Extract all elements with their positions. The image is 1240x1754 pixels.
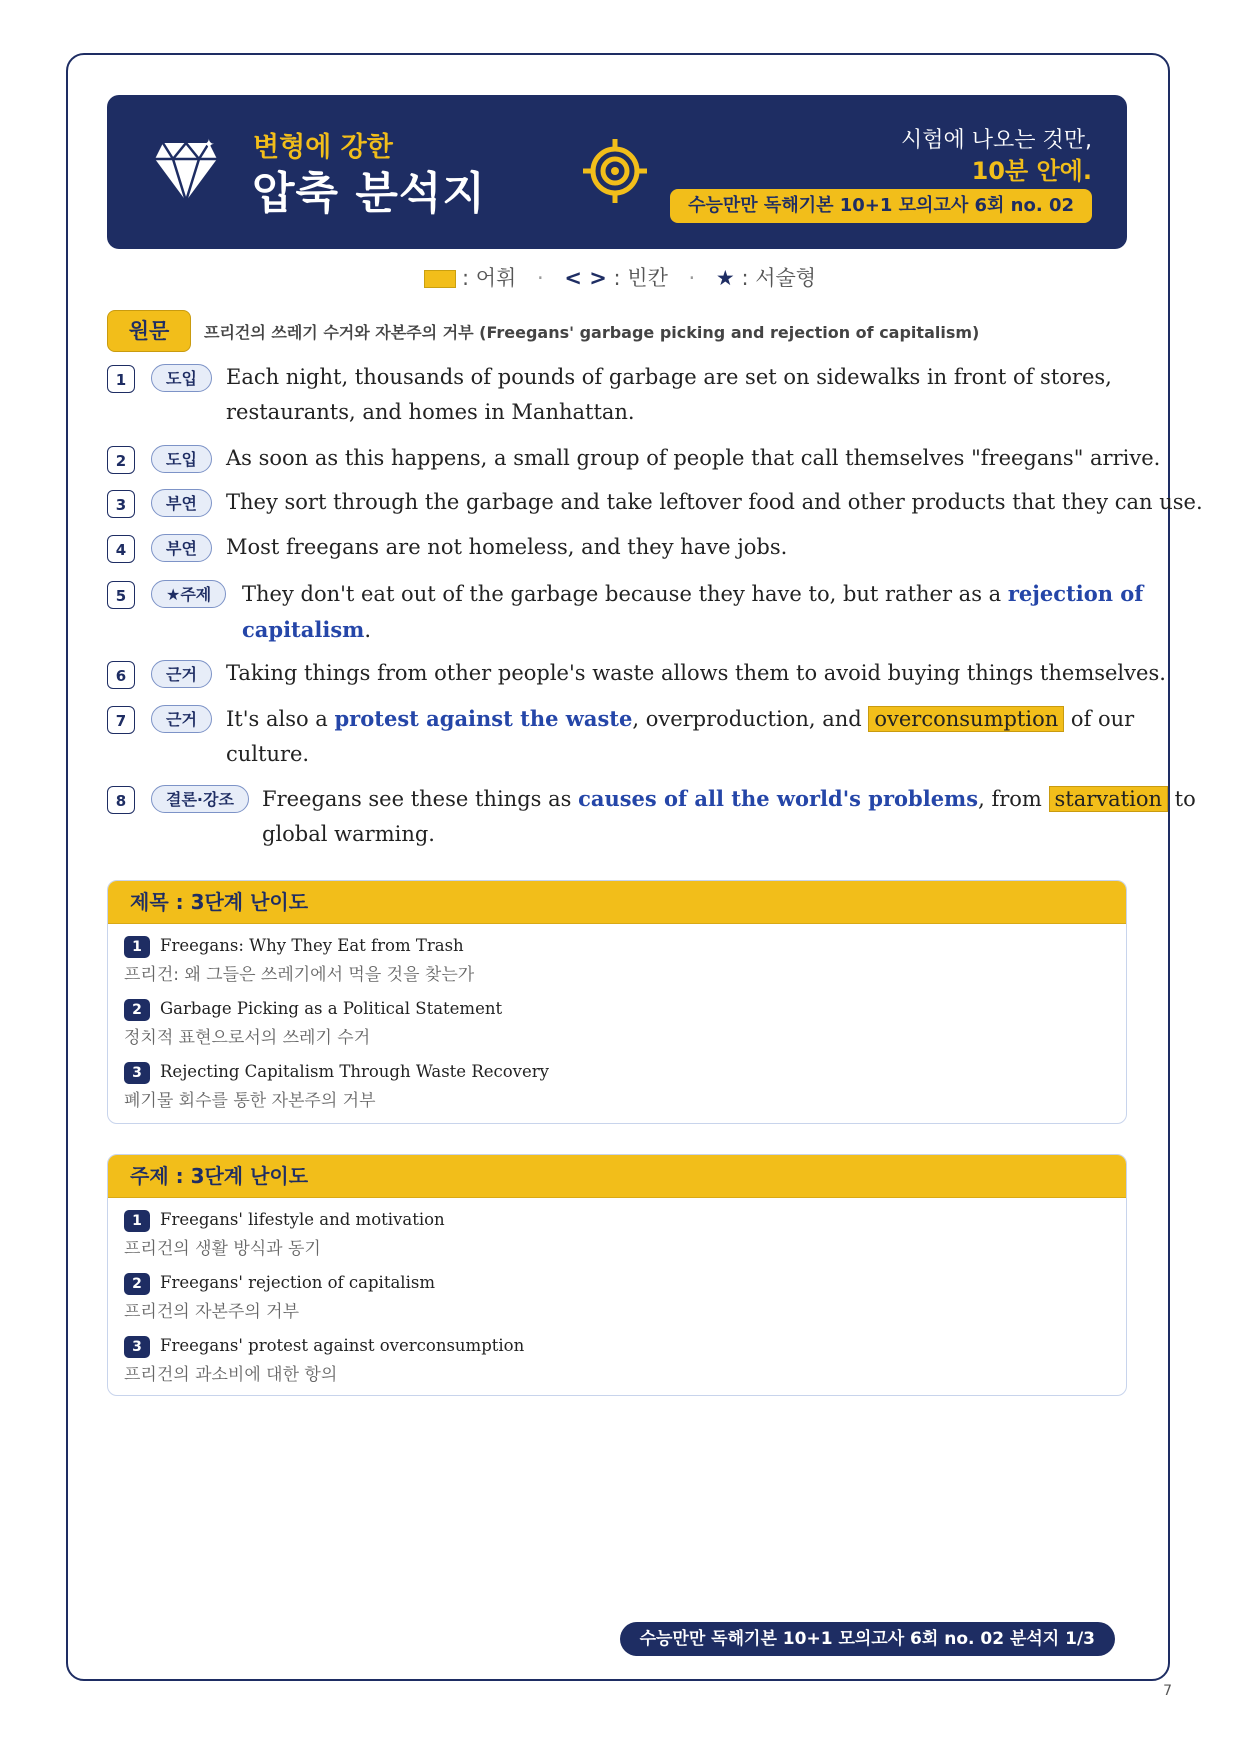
sentence-line <box>262 781 1196 817</box>
sentence-number: 5 <box>107 581 135 609</box>
option-english: Freegans' lifestyle and motivation <box>160 1210 445 1229</box>
sentence-fragment: , overproduction, and <box>632 707 869 731</box>
legend <box>0 262 1240 292</box>
sentence-role-tag: 부연 <box>151 534 212 562</box>
title-option <box>108 1062 1126 1111</box>
option-english: Garbage Picking as a Political Statement <box>160 999 503 1018</box>
header-title: 압축 분석지 <box>252 168 486 219</box>
highlight-swatch <box>424 270 456 288</box>
option-number: 1 <box>124 1210 150 1232</box>
sentence-role-tag: 결론·강조 <box>151 785 249 813</box>
legend-blank-symbol: < > <box>564 266 607 290</box>
sentence-fragment: . <box>364 618 372 642</box>
option-english: Freegans: Why They Eat from Trash <box>160 936 464 955</box>
sentence-line: restaurants, and homes in Manhattan. <box>226 400 635 424</box>
title-option <box>108 936 1126 985</box>
sentence-number: 3 <box>107 490 135 518</box>
legend-essay: : 서술형 <box>741 266 817 290</box>
sentence-fragment: They don't eat out of the garbage because they have to, but rather as a <box>242 582 1008 606</box>
footer-badge: 수능만만 독해기본 10+1 모의고사 6회 no. 02 분석지 1/3 <box>620 1622 1115 1656</box>
option-number: 2 <box>124 1273 150 1295</box>
header-badge: 수능만만 독해기본 10+1 모의고사 6회 no. 02 <box>670 189 1092 223</box>
key-phrase: rejection of <box>1007 581 1144 606</box>
topic-option <box>108 1273 1126 1322</box>
header-tagline-2: 10분 안에. <box>971 157 1092 185</box>
option-number: 3 <box>124 1062 150 1084</box>
sentence-role-tag: 도입 <box>151 445 212 473</box>
key-phrase: capitalism <box>242 617 365 642</box>
sentence-number: 2 <box>107 446 135 474</box>
title-question-heading: 제목 : 3단계 난이도 <box>108 881 1126 924</box>
sentence-fragment: of our <box>1064 707 1135 731</box>
topic-option <box>108 1336 1126 1385</box>
sentence-number: 6 <box>107 661 135 689</box>
sentence-role-tag: 도입 <box>151 364 212 392</box>
key-phrase: protest against the waste <box>334 706 633 731</box>
option-english: Freegans' rejection of capitalism <box>160 1273 435 1292</box>
sentence-number: 7 <box>107 706 135 734</box>
sentence-text <box>226 701 1134 772</box>
title-question-box <box>107 880 1127 1124</box>
key-phrase: causes of all the world's problems <box>578 786 979 811</box>
option-korean: 정치적 표현으로서의 쓰레기 수거 <box>124 1028 371 1048</box>
sentence-text <box>242 576 1143 648</box>
legend-blank: : 빈칸 <box>613 266 668 290</box>
option-korean: 프리건의 자본주의 거부 <box>124 1302 300 1322</box>
sentence-fragment: Freegans see these things as <box>262 787 579 811</box>
sentence-text: Most freegans are not homeless, and they have jobs. <box>226 535 788 559</box>
sentence-text: Taking things from other people's waste allows them to avoid buying things themselves. <box>226 661 1166 685</box>
option-korean: 프리건의 과소비에 대한 항의 <box>124 1365 338 1385</box>
legend-vocab: : 어휘 <box>461 266 517 290</box>
header-banner <box>107 95 1127 249</box>
sentence-fragment: , from <box>978 787 1049 811</box>
sentence-role-tag: ★주제 <box>151 580 226 608</box>
option-korean: 프리건: 왜 그들은 쓰레기에서 먹을 것을 찾는가 <box>124 965 475 985</box>
sentence-line <box>242 576 1143 612</box>
vocab-highlight: overconsumption <box>868 706 1064 732</box>
sentence-text: They sort through the garbage and take leftover food and other products that they can use. <box>226 490 1203 514</box>
option-korean: 폐기물 회수를 통한 자본주의 거부 <box>124 1091 376 1111</box>
sentence-line <box>242 612 1143 648</box>
sentence-line: global warming. <box>262 822 435 846</box>
sentence-role-tag: 부연 <box>151 489 212 517</box>
option-number: 1 <box>124 936 150 958</box>
option-english: Freegans' protest against overconsumption <box>160 1336 525 1355</box>
sentence-number: 8 <box>107 786 135 814</box>
topic-option <box>108 1210 1126 1259</box>
star-icon: ★ <box>715 266 735 290</box>
sentence-fragment: It's also a <box>226 707 335 731</box>
sentence-line <box>226 701 1134 737</box>
sentence-number: 1 <box>107 365 135 393</box>
legend-separator: · <box>536 266 544 290</box>
topic-question-box <box>107 1154 1127 1396</box>
title-option <box>108 999 1126 1048</box>
sentence-role-tag: 근거 <box>151 660 212 688</box>
page-frame <box>66 53 1170 1681</box>
option-english: Rejecting Capitalism Through Waste Recovery <box>160 1062 549 1081</box>
option-number: 2 <box>124 999 150 1021</box>
page-number: 7 <box>1163 1683 1172 1699</box>
original-text-title: 프리건의 쓰레기 수거와 자본주의 거부 (Freegans' garbage picking and rejection of capitalism) <box>204 323 980 342</box>
sentence-text <box>226 360 1112 430</box>
sentence-text <box>262 781 1196 852</box>
sentence-fragment: to <box>1168 787 1196 811</box>
header-tagline-1: 시험에 나오는 것만, <box>901 128 1092 153</box>
topic-question-heading: 주제 : 3단계 난이도 <box>108 1155 1126 1198</box>
header-subtitle: 변형에 강한 <box>253 132 393 163</box>
target-icon <box>583 139 647 203</box>
sentence-line: Each night, thousands of pounds of garbage are set on sidewalks in front of stores, <box>226 365 1112 389</box>
sentence-text: As soon as this happens, a small group of people that call themselves "freegans" arrive. <box>226 446 1161 470</box>
original-text-tag: 원문 <box>107 310 191 352</box>
vocab-highlight: starvation <box>1049 786 1168 812</box>
sentence-number: 4 <box>107 535 135 563</box>
sentence-role-tag: 근거 <box>151 705 212 733</box>
option-number: 3 <box>124 1336 150 1358</box>
sparkle-icon: ✦ <box>203 137 215 153</box>
option-korean: 프리건의 생활 방식과 동기 <box>124 1239 321 1259</box>
sentence-line: culture. <box>226 742 310 766</box>
legend-separator: · <box>688 266 696 290</box>
